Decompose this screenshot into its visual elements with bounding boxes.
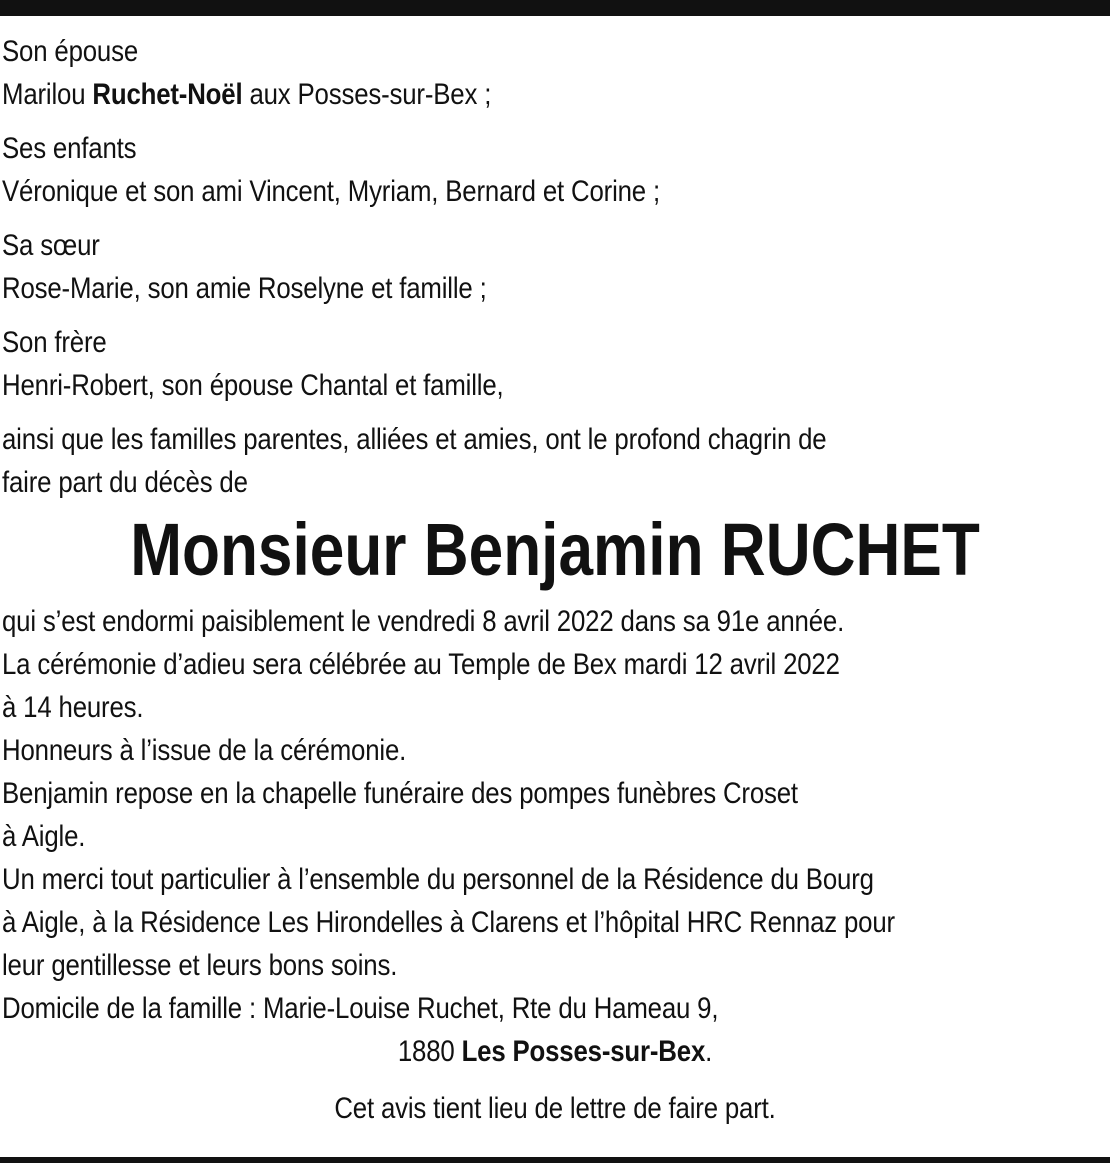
address-line-2: [79, 1030, 1030, 1073]
address-line-1: Domicile de la famille : Marie-Louise Ruchet, Rte du Hameau 9,: [2, 992, 719, 1025]
details: [2, 600, 1108, 1073]
spouse-section: [2, 30, 1108, 116]
children-heading: Ses enfants: [2, 132, 137, 165]
sister-heading: Sa sœur: [2, 229, 100, 262]
address-end: .: [705, 1035, 713, 1068]
spouse-first-name: Marilou: [2, 78, 93, 111]
children-names: Véronique et son ami Vincent, Myriam, Bernard et Corine ;: [2, 175, 660, 208]
brother-section: [2, 321, 1108, 407]
children-section: [2, 127, 1108, 213]
announcement: [2, 418, 1108, 504]
spouse-location: aux Posses-sur-Bex ;: [242, 78, 492, 111]
brother-names: Henri-Robert, son épouse Chantal et famille,: [2, 369, 504, 402]
obituary-notice: [2, 30, 1108, 1130]
honours-line: Honneurs à l’issue de la cérémonie.: [2, 734, 407, 767]
rest-line-2: à Aigle.: [2, 820, 86, 853]
brother-heading: Son frère: [2, 326, 107, 359]
sister-names: Rose-Marie, son amie Roselyne et famille ;: [2, 272, 487, 305]
spouse-name-line: [2, 73, 953, 116]
sister-section: [2, 224, 1108, 310]
bottom-rule: [0, 1157, 1110, 1163]
thanks-line-2: à Aigle, à la Résidence Les Hirondelles à Clarens et l’hôpital HRC Rennaz pour: [2, 906, 895, 939]
top-rule: [0, 0, 1110, 16]
ceremony-line-1: La cérémonie d’adieu sera célébrée au Temple de Bex mardi 12 avril 2022: [2, 648, 840, 681]
ceremony-line-2: à 14 heures.: [2, 691, 144, 724]
deceased-name: Monsieur Benjamin RUCHET: [130, 508, 980, 591]
closing-note: Cet avis tient lieu de lettre de faire part.: [334, 1092, 776, 1125]
announcement-line-1: ainsi que les familles parentes, alliées et amies, ont le profond chagrin de: [2, 423, 827, 456]
rest-line-1: Benjamin repose en la chapelle funéraire des pompes funèbres Croset: [2, 777, 798, 810]
announcement-line-2: faire part du décès de: [2, 466, 248, 499]
spouse-heading: Son épouse: [2, 35, 139, 68]
address-city: Les Posses-sur-Bex: [461, 1035, 706, 1068]
passing-line: qui s’est endormi paisiblement le vendredi 8 avril 2022 dans sa 91e année.: [2, 605, 845, 638]
address-postcode: 1880: [397, 1035, 462, 1068]
thanks-line-1: Un merci tout particulier à l’ensemble du personnel de la Résidence du Bourg: [2, 863, 874, 896]
spouse-surname: Ruchet-Noël: [92, 78, 243, 111]
thanks-line-3: leur gentillesse et leurs bons soins.: [2, 949, 398, 982]
